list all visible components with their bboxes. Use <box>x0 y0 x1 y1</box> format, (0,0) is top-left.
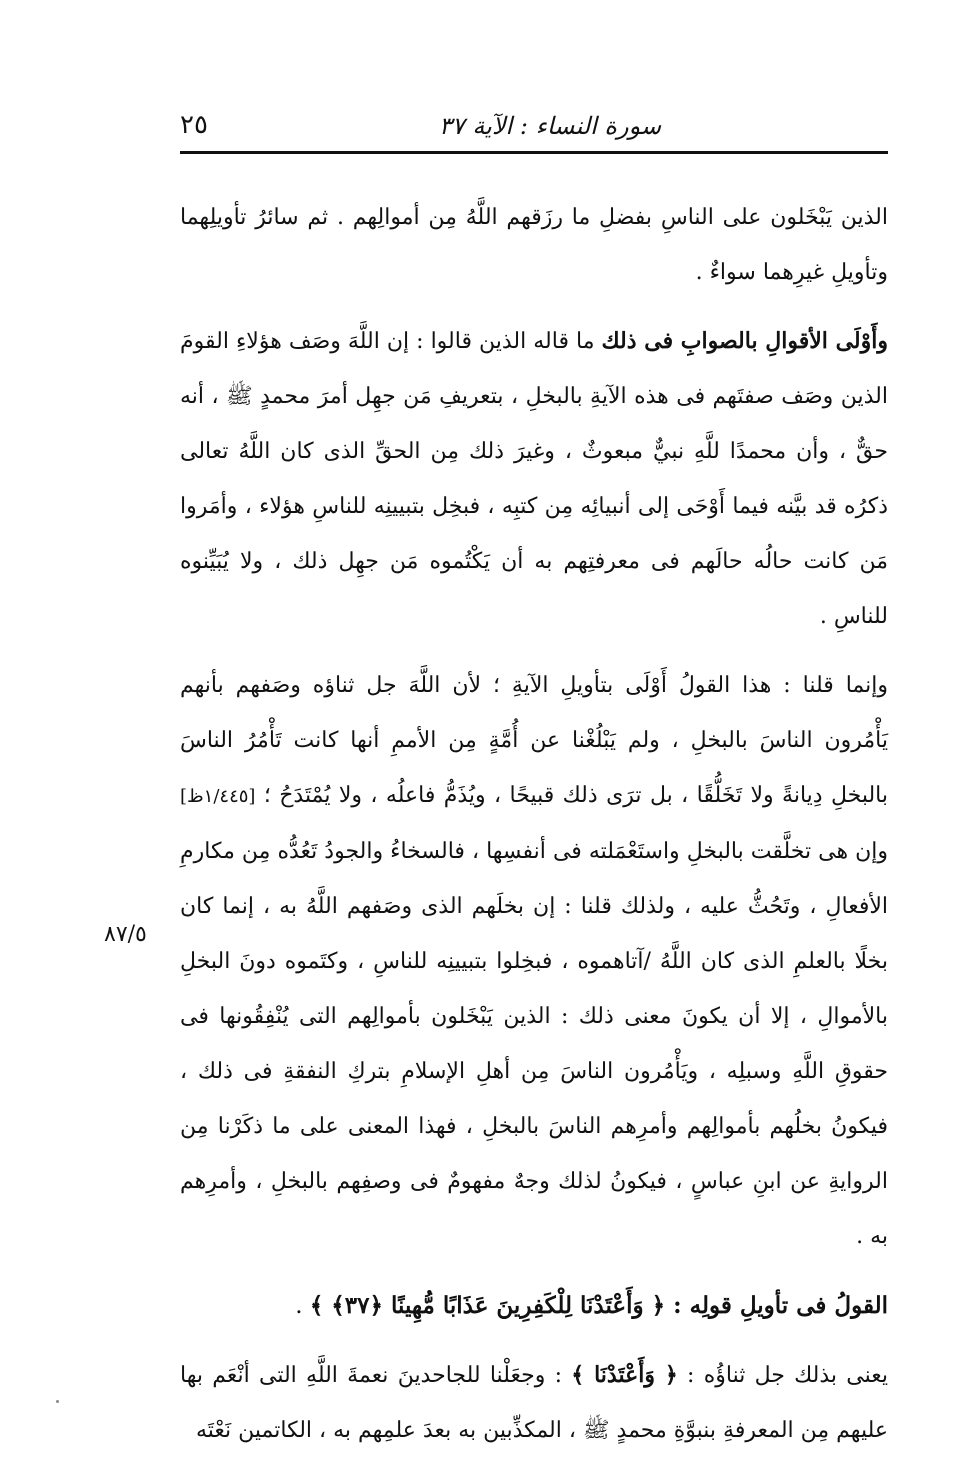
paragraph-1: الذين يَبْخَلون على الناسِ بفضلِ ما رزَقهم اللَّهُ مِن أموالِهم . ثم سائرُ تأويلِهما وتأويلِ غيرِهما سواءٌ . <box>180 205 888 285</box>
header-divider <box>180 151 888 154</box>
paragraph-3-text-a: وإنما قلنا : هذا القولُ أَوْلَى بتأويلِ الآيةِ ؛ لأن اللَّهَ جل ثناؤه وصَفهم بأنهم يَأْمُرون الناسَ بالبخلِ ، ولم يَبْلُغْنا عن أُمَّةٍ مِن الأممِ أنها كانت تَأْمُرُ الناسَ بالبخلِ دِيانةً ولا تَخَلُّقًا ، بل ترَى ذلك قبيحًا ، ويُذَمُّ فاعلُه ، ولا يُمْتَدَحُ ؛ <box>180 673 888 808</box>
section-heading <box>180 1278 888 1334</box>
manuscript-folio-reference: [١/٤٤٥ظ] <box>180 786 256 807</box>
paragraph-3 <box>180 658 888 1264</box>
page-number: ٢٥ <box>180 110 208 140</box>
running-title: سورة النساء : الآية ٣٧ <box>438 112 662 140</box>
paragraph-5-text: : وجعَلْنا للجاحدينَ نعمةَ اللَّهِ التى أنْعَم بها عليهم مِن المعرفةِ بنبوَّةِ محمدٍ ﷺ ، المكذِّبين به بعدَ علمِهم به ، الكاتمين نَعْتَه <box>180 1363 888 1443</box>
paragraph-2-lead: وأَوْلَى الأقوالِ بالصوابِ فى ذلك <box>601 328 888 354</box>
paragraph-2 <box>180 314 888 644</box>
quran-phrase: ﴿ وَأَعْتَدْنَا ﴾ <box>571 1362 678 1388</box>
scan-speck <box>56 1400 59 1403</box>
quran-verse: ﴿ وَأَعْتَدْنَا لِلْكَفِرِينَ عَذَابًا مُّهِينًا ﴿٣٧﴾ ﴾ <box>309 1292 666 1319</box>
paragraph-5-start: يعنى بذلك جل ثناؤُه : <box>677 1363 888 1388</box>
margin-reference: ٨٧/٥ <box>104 922 147 947</box>
paragraph-2-text: ما قاله الذين قالوا : إن اللَّهَ وصَف هؤلاءِ القومَ الذين وصَف صفتَهم فى هذه الآيةِ بالبخلِ ، بتعريفِ مَن جهِل أمرَ محمدٍ ﷺ ، أنه حقٌّ ، وأن محمدًا للَّهِ نبيٌّ مبعوثٌ ، وغيرَ ذلك مِن الحقِّ الذى كان اللَّهُ تعالى ذكرُه قد بيَّنه فيما أَوْحَى إلى أنبيائِه مِن كتبِه ، فبخِل بتبيينِه للناسِ هؤلاء ، وأمَروا مَن كانت حالُه حالَهم فى معرفتِهم به أن يَكْتُموه مَن جهِل ذلك ، ولا يُبَيِّنوه للناسِ . <box>180 329 888 629</box>
paragraph-3-text-b: وإن هى تخلَّقت بالبخلِ واستَعْمَلته فى أنفسِها ، فالسخاءُ والجودُ تَعُدُّه مِن مكارمِ الأفعالِ ، وتَحُثُّ عليه ، ولذلك قلنا : إن بخلَهم الذى وصَفهم اللَّهُ به ، إنما كان بخلًا بالعلمِ الذى كان اللَّهُ /آتاهموه ، فبخِلوا بتبيينِه للناسِ ، وكتَموه دونَ البخلِ بالأموالِ ، إلا أن يكونَ معنى ذلك : الذين يَبْخَلون بأموالِهم التى يُنْفِقُونها فى حقوقِ اللَّهِ وسبلِه ، ويَأْمُرون الناسَ مِن أهلِ الإسلامِ بتركِ النفقةِ فى ذلك ، فيكونُ بخلُهم بأموالِهم وأمرِهم الناسَ بالبخلِ ، فهذا المعنى على ما ذكَرْنا مِن الروايةِ عن ابنِ عباسٍ ، فيكونُ لذلك وجهٌ مفهومٌ فى وصفِهم بالبخلِ ، وأمرِهم به . <box>180 839 888 1249</box>
section-heading-end: . <box>295 1293 310 1319</box>
page-header <box>180 104 888 148</box>
main-text <box>180 190 888 1458</box>
section-heading-lead: القولُ فى تأويلِ قولِه : <box>665 1292 888 1319</box>
paragraph-5 <box>180 1348 888 1458</box>
